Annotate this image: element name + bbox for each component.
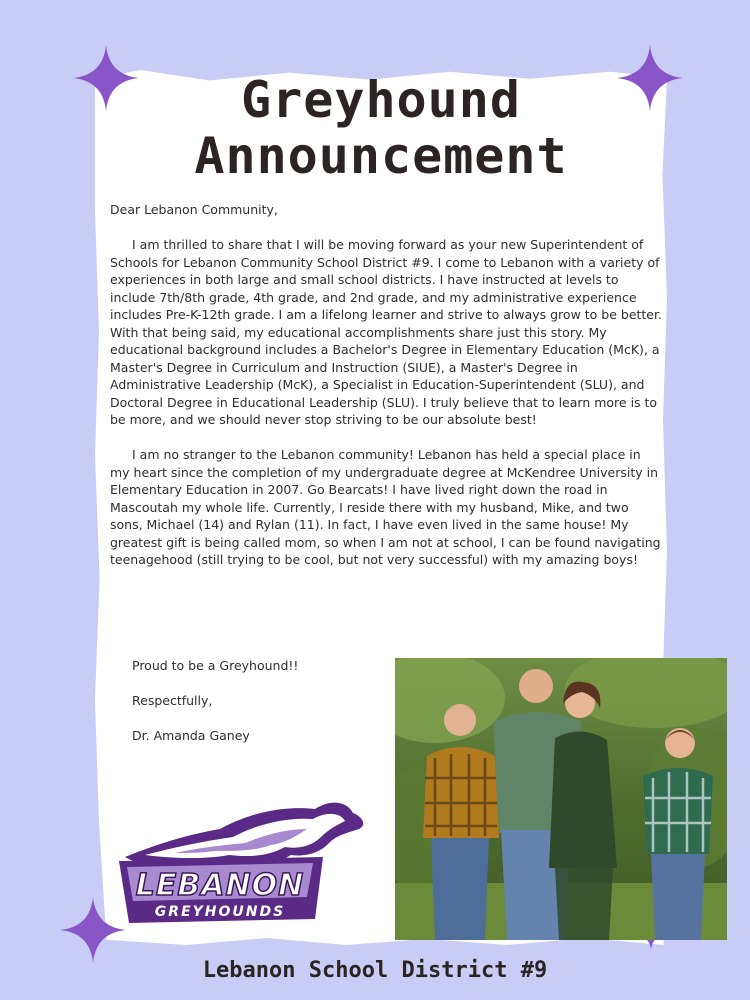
family-photo <box>395 658 727 940</box>
logo-text-greyhounds: GREYHOUNDS <box>154 904 286 920</box>
letter-body <box>110 201 662 586</box>
signature: Dr. Amanda Ganey <box>132 728 250 743</box>
page-title <box>95 72 667 184</box>
letter-paragraph-1: I am thrilled to share that I will be moving forward as your new Superintendent of Schools for Lebanon Community School District #9. I come to Lebanon with a variety of experiences in both large and small school districts. I have instructed at levels to include 7th/8th grade, 4th grade, and 2nd grade, and my administrative experience includes Pre-K-12th grade. I am a lifelong learner and strive to always grow to be better. With that being said, my educational accomplishments share just this story. My educational background includes a Bachelor's Degree in Elementary Education (McK), a Master's Degree in Curriculum and Instruction (SIUE), a Master's Degree in Administrative Leadership (McK), a Specialist in Education-Superintendent (SLU), and Doctoral Degree in Educational Leadership (SLU). I truly believe that to learn more is to be more, and we should never stop striving to be our absolute best! <box>110 237 662 427</box>
title-line-1: Greyhound <box>241 71 521 129</box>
lebanon-greyhounds-logo <box>115 795 375 925</box>
letter-paragraph-2: I am no stranger to the Lebanon community! Lebanon has held a special place in my heart since the completion of my undergraduate degree at McKendree University in Elementary Education in 2007. Go Bearcats! I have lived right down the road in Mascoutah my whole life. Currently, I reside there with my husband, Mike, and two sons, Michael (14) and Rylan (11). In fact, I have even lived in the same house! My greatest gift is being called mom, so when I am not at school, I can be found navigating teenagehood (still trying to be cool, but not very successful) with my amazing boys! <box>110 447 661 567</box>
logo-text-lebanon: LEBANON <box>135 868 305 903</box>
valediction: Respectfully, <box>132 693 213 708</box>
letter-greeting: Dear Lebanon Community, <box>110 202 278 217</box>
letter-closing <box>132 658 382 763</box>
title-line-2: Announcement <box>194 127 568 185</box>
footer-district-name: Lebanon School District #9 <box>202 958 548 983</box>
closing-line: Proud to be a Greyhound!! <box>132 658 299 673</box>
